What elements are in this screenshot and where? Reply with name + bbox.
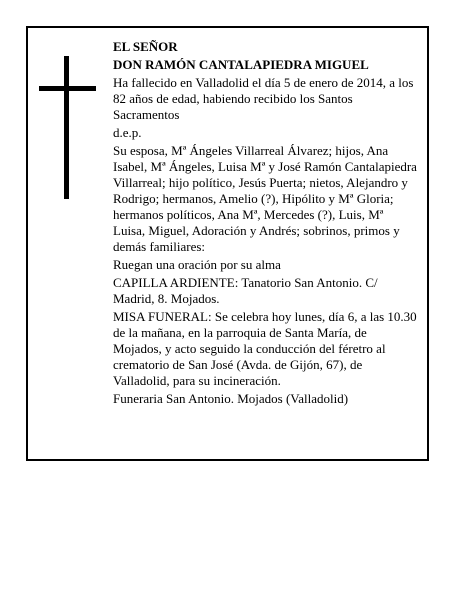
obituary-notice [26, 26, 429, 461]
death-statement: Ha fallecido en Valladolid el día 5 de enero de 2014, a los 82 años de edad, habiendo recibido los Santos Sacramentos [113, 75, 414, 122]
notice-text [113, 39, 418, 409]
chapel-info: CAPILLA ARDIENTE: Tanatorio San Antonio. C/ Madrid, 8. Mojados. [113, 275, 378, 306]
funeral-home: Funeraria San Antonio. Mojados (Valladolid) [113, 391, 349, 406]
prayer-request: Ruegan una oración por su alma [113, 257, 281, 272]
family-list: Su esposa, Mª Ángeles Villarreal Álvarez; hijos, Ana Isabel, Mª Ángeles, Luisa Mª y José Ramón Cantalapiedra Villarreal; hijo político, Jesús Puerta; nietos, Alejandro y Rodrigo; hermanos, Amelio (?), Hipólito y Mª Gloria; hermanos políticos, Ana Mª, Mercedes (?), Luis, Mª Luisa, Miguel, Adoración y Andrés; sobrinos, primos y demás familiares: [113, 143, 417, 254]
notice-title-line1: EL SEÑOR [113, 39, 178, 54]
deceased-name: DON RAMÓN CANTALAPIEDRA MIGUEL [113, 57, 369, 72]
funeral-mass-info: MISA FUNERAL: Se celebra hoy lunes, día 6, a las 10.30 de la mañana, en la parroquia de Santa María, de Mojados, y acto seguido la conducción del féretro al crematorio de San José (Avda. de Gijón, 67), de Valladolid, para su incineración. [113, 309, 417, 388]
dep-abbreviation: d.e.p. [113, 125, 142, 140]
cross-vertical-bar [64, 56, 69, 199]
cross-horizontal-bar [39, 86, 96, 91]
cross-icon [39, 56, 96, 199]
